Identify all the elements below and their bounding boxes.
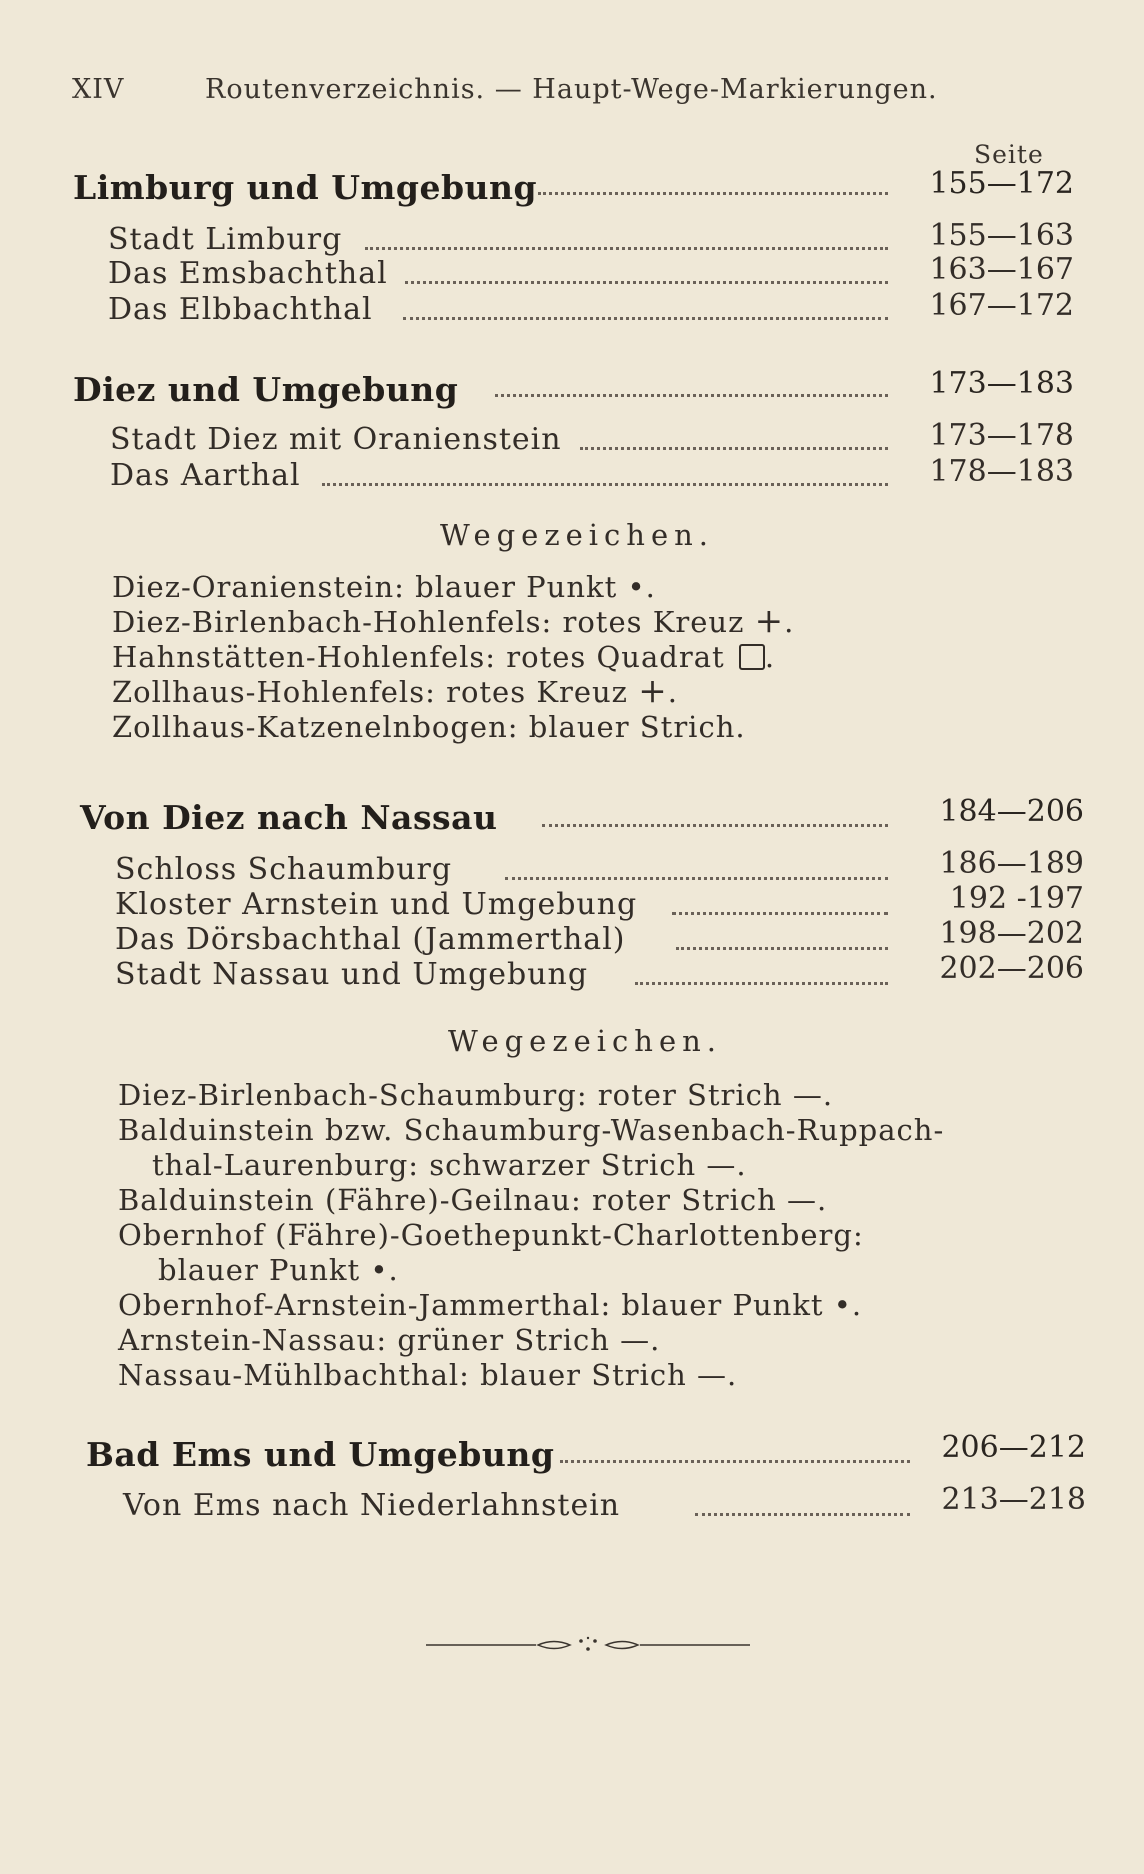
dot-leader [580, 447, 888, 450]
dot-leader [672, 912, 888, 915]
ornament-graphic [426, 1630, 750, 1660]
trail-route: Zollhaus-Hohlenfels: [112, 675, 436, 709]
line-end: . [784, 605, 795, 639]
dot-leader [322, 483, 888, 486]
toc-entry-pages: 192 -197 [949, 881, 1084, 916]
toc-entry-pages: 155—163 [929, 218, 1074, 253]
trail-marker-line: Balduinstein (Fähre)-Geilnau: roter Strich —. [118, 1183, 828, 1217]
dot-symbol: • [627, 570, 646, 604]
line-end: . [667, 675, 678, 709]
toc-entry: Stadt Nassau und Umgebung [115, 957, 589, 992]
toc-entry-pages: 163—167 [929, 252, 1074, 287]
seite-column-label: Seite [974, 140, 1044, 169]
trail-mark: rotes Kreuz [562, 605, 745, 639]
cross-symbol: + [754, 601, 785, 641]
trail-route: Diez-Birlenbach-Hohlenfels: [112, 605, 553, 639]
square-symbol [739, 644, 765, 670]
dot-leader [538, 192, 888, 195]
toc-entry: Von Ems nach Niederlahnstein [123, 1488, 621, 1523]
trail-marker-line: Balduinstein bzw. Schaumburg-Wasenbach-Ruppach- [118, 1113, 945, 1147]
dot-leader [495, 394, 888, 397]
section-pages: 155—172 [929, 166, 1074, 201]
dot-leader [505, 877, 888, 880]
trail-marker-line: blauer Punkt •. [158, 1253, 399, 1287]
toc-entry: Kloster Arnstein und Umgebung [115, 887, 638, 922]
section-pages: 173—183 [929, 366, 1074, 401]
trail-marker-line: Arnstein-Nassau: grüner Strich —. [118, 1323, 661, 1357]
page-number: XIV [72, 74, 125, 105]
line-end: . [645, 570, 656, 604]
dot-leader [365, 247, 888, 250]
dot-leader [403, 317, 888, 320]
toc-entry: Stadt Limburg [108, 222, 343, 257]
trail-marker-line: Nassau-Mühlbachthal: blauer Strich —. [118, 1358, 738, 1392]
trail-route: Diez-Oranienstein: [112, 570, 405, 604]
toc-entry: Das Emsbachthal [108, 256, 388, 291]
trail-marker-line: thal-Laurenburg: schwarzer Strich —. [152, 1148, 747, 1182]
toc-entry-pages: 198—202 [939, 916, 1084, 951]
section-heading: Von Diez nach Nassau [80, 798, 498, 837]
trail-marker-line: Diez-Birlenbach-Schaumburg: roter Strich —. [118, 1078, 834, 1112]
cross-symbol: + [638, 671, 668, 711]
section-pages: 206—212 [941, 1430, 1086, 1465]
trail-marker-line [112, 640, 775, 674]
line-end: . [764, 640, 776, 674]
trail-mark: blauer Strich. [528, 710, 746, 744]
section-pages: 184—206 [939, 794, 1084, 829]
toc-entry: Das Elbbachthal [108, 292, 373, 327]
wegezeichen-heading: Wegezeichen. [440, 518, 715, 552]
toc-entry-pages: 186—189 [939, 846, 1084, 881]
section-heading: Diez und Umgebung [73, 370, 459, 409]
trail-mark: blauer Punkt [415, 570, 618, 604]
trail-mark: rotes Quadrat [506, 640, 725, 674]
wegezeichen-heading: Wegezeichen. [448, 1024, 723, 1058]
toc-entry-pages: 167—172 [929, 288, 1074, 323]
dot-leader [542, 824, 888, 827]
dot-leader [676, 947, 888, 950]
trail-marker-line [112, 710, 746, 744]
trail-marker-line [112, 601, 795, 641]
trail-route: Zollhaus-Katzenelnbogen: [112, 710, 519, 744]
toc-entry: Das Aarthal [110, 458, 301, 493]
running-title: Routenverzeichnis. — Haupt-Wege-Markierungen. [205, 74, 938, 105]
trail-marker-line [112, 570, 656, 604]
toc-entry: Das Dörsbachthal (Jammerthal) [115, 922, 626, 957]
section-heading: Bad Ems und Umgebung [86, 1435, 555, 1474]
trail-marker-line: Obernhof-Arnstein-Jammerthal: blauer Punkt •. [118, 1288, 863, 1322]
toc-entry: Schloss Schaumburg [115, 852, 453, 887]
trail-marker-line [112, 671, 678, 711]
dot-leader [695, 1513, 910, 1516]
end-ornament [426, 1630, 750, 1660]
dot-leader [560, 1460, 910, 1463]
toc-entry-pages: 213—218 [941, 1482, 1086, 1517]
toc-entry: Stadt Diez mit Oranienstein [110, 422, 562, 457]
toc-entry-pages: 202—206 [939, 951, 1084, 986]
dot-leader [405, 281, 888, 284]
dot-leader [635, 982, 888, 985]
toc-entry-pages: 178—183 [929, 454, 1074, 489]
trail-marker-line: Obernhof (Fähre)-Goethepunkt-Charlottenberg: [118, 1218, 864, 1252]
toc-entry-pages: 173—178 [929, 418, 1074, 453]
trail-route: Hahnstätten-Hohlenfels: [112, 640, 497, 674]
section-heading: Limburg und Umgebung [73, 168, 538, 207]
trail-mark: rotes Kreuz [446, 675, 628, 709]
